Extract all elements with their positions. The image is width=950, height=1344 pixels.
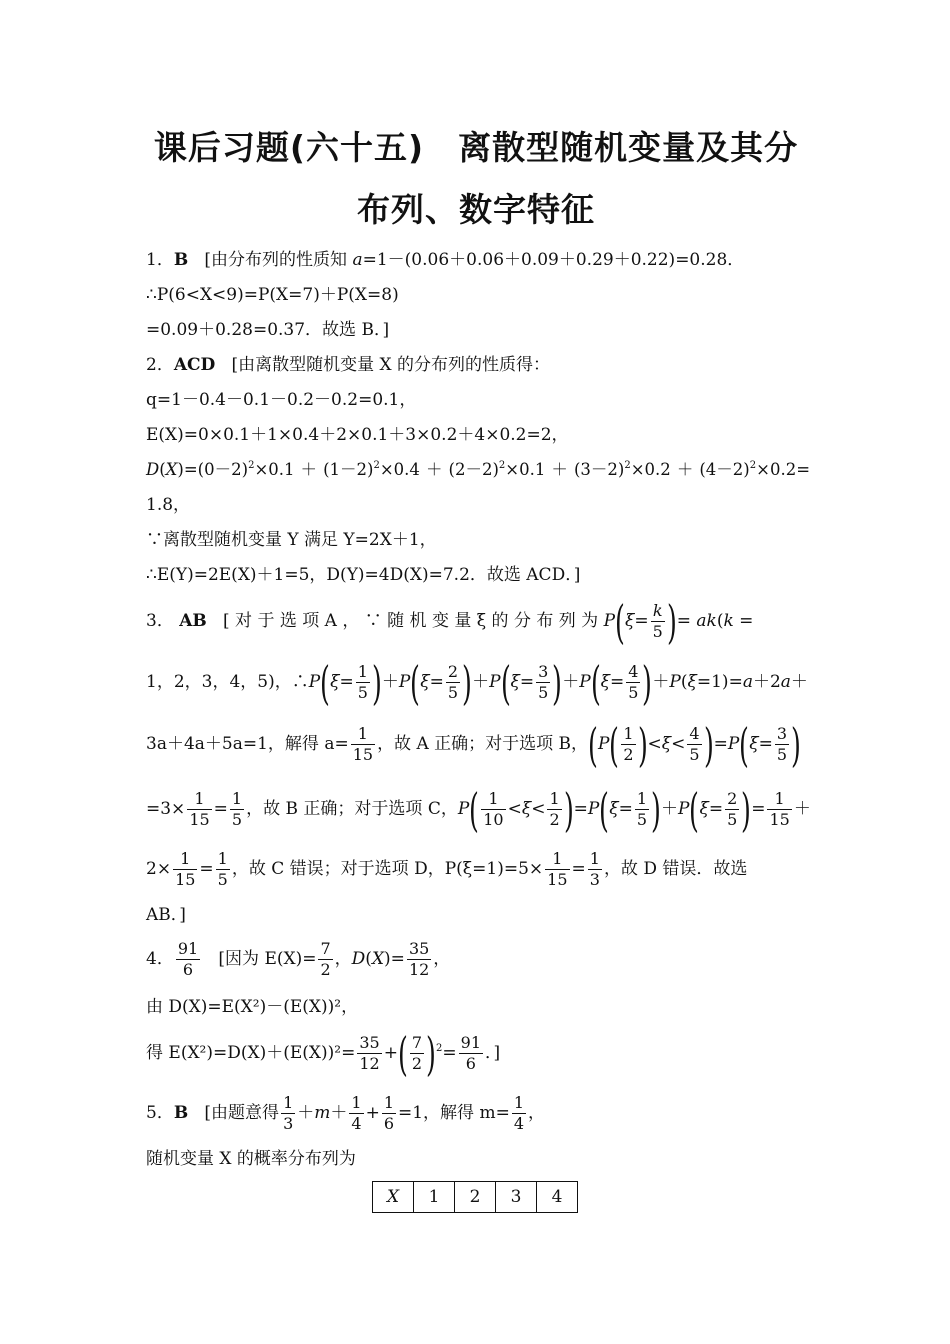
q2-line6: ∵离散型随机变量 Y 满足 Y=2X＋1，: [146, 530, 437, 550]
page-title-line2: 布列、数字特征: [357, 190, 595, 229]
q1-line3: =0.09＋0.28=0.37．故选 B．]: [146, 320, 390, 340]
distribution-table: [372, 1181, 578, 1213]
q3-line3: 3a＋4a＋5a=1，解得 a= $\frac{1}{15}$ ，故 A 正确；对于选项 B，(P( $\frac{1}{2}$ )<ξ< $\frac{4}{5}$ )=P(ξ= $\frac{3}{5}$ ): [146, 717, 801, 772]
q3-line2: 1，2，3，4，5)，∴P(ξ= $\frac{1}{5}$ )＋P(ξ= $\frac{2}{5}$ )＋P(ξ= $\frac{3}{5}$ )＋P(ξ= $\frac{4}{5}$ )＋P(ξ=1)=a＋2a＋: [146, 655, 808, 710]
table-cell: 1: [414, 1182, 455, 1213]
q4-line3: 得 E(X²)=D(X)＋(E(X))²= $\frac{35}{12}$ +( $\frac{7}{2}$ )$^2$= $\frac{91}{6}$ ．]: [146, 1026, 501, 1081]
q1-line2: ∴P(6<X<9)=P(X=7)＋P(X=8): [146, 285, 399, 305]
q3-line6: AB．]: [146, 905, 186, 925]
q4-line2: 由 D(X)=E(X²)－(E(X))²，: [146, 997, 359, 1017]
q1-line1: 1．B [由分布列的性质知 a=1－(0.06＋0.06＋0.09＋0.29＋0.22)=0.28．: [146, 250, 745, 270]
q3-line1: 3． AB [ 对 于 选 项 A ， ∵ 随 机 变 量 ξ 的 分 布 列 为 P(ξ= $\frac{k}{5}$ )= ak(k =: [146, 594, 754, 649]
q2-line3: E(X)=0×0.1＋1×0.4＋2×0.1＋3×0.2＋4×0.2=2，: [146, 425, 569, 445]
q3-line4: =3× $\frac{1}{15}$ = $\frac{1}{5}$ ，故 B 正确；对于选项 C，P( $\frac{1}{10}$ <ξ< $\frac{1}{2}$ )=P(ξ= $\frac{1}{5}$ )＋P(ξ= $\frac{2}{5}$ )= $\frac{1}{15}$ ＋: [146, 782, 811, 837]
q2-line1: 2．ACD [由离散型随机变量 X 的分布列的性质得：: [146, 355, 551, 375]
table-cell: 2: [455, 1182, 496, 1213]
page-title-line1: 课后习题(六十五) 离散型随机变量及其分: [153, 128, 799, 167]
q2-line7: ∴E(Y)=2E(X)＋1=5，D(Y)=4D(X)=7.2．故选 ACD．]: [146, 565, 581, 585]
q2-line4: $D(X)=(0-2)^2\times 0.1+(1-2)^2\times 0.4+(2-2)^2\times 0.1+(3-2)^2\times 0.2+(4-2)^2\times 0.2=$: [146, 460, 811, 479]
table-row: [373, 1182, 578, 1213]
q5-line1: 5．B [由题意得 $\frac{1}{3}$ ＋m＋ $\frac{1}{4}$ + $\frac{1}{6}$ =1，解得 m= $\frac{1}{4}$ ，: [146, 1093, 546, 1133]
q4-line1: 4． $\frac{91}{6}$ [因为 E(X)= $\frac{7}{2}$ ，D(X)= $\frac{35}{12}$ ，: [146, 939, 451, 979]
q2-line5: 1.8，: [146, 495, 191, 515]
q2-line2: q=1－0.4－0.1－0.2－0.2=0.1，: [146, 390, 417, 410]
q5-line2: 随机变量 X 的概率分布列为: [146, 1149, 356, 1169]
table-cell: 3: [496, 1182, 537, 1213]
q3-line5: 2× $\frac{1}{15}$ = $\frac{1}{5}$ ，故 C 错误；对于选项 D，P(ξ=1)=5× $\frac{1}{15}$ = $\frac{1}{3}$ ，故 D 错误．故选: [146, 849, 748, 889]
table-cell: 4: [537, 1182, 578, 1213]
table-cell: X: [373, 1182, 414, 1213]
